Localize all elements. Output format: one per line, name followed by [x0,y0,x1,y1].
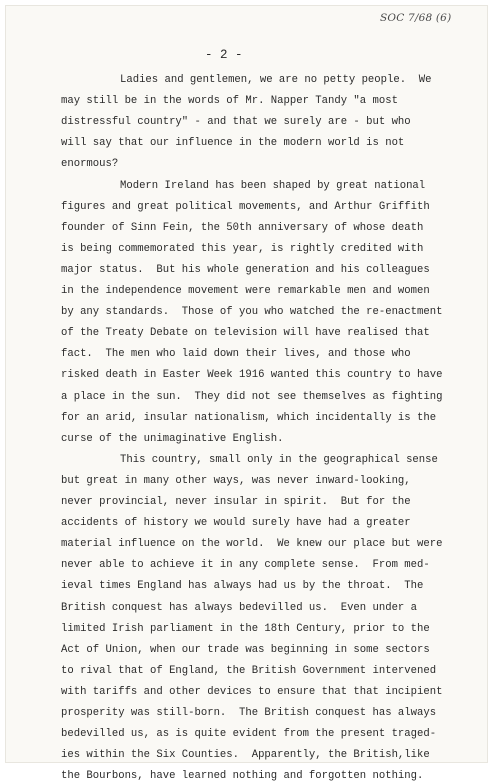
text-line: material influence on the world. We knew our place but were [61,538,443,551]
text-line: This country, small only in the geographical sense [120,453,438,466]
text-line: may still be in the words of Mr. Napper Tandy "a most [61,95,398,108]
archive-reference: SOC 7/68 (6) [380,12,452,24]
text-line: but great in many other ways, was never inward-looking, [61,474,411,487]
text-line: Ladies and gentlemen, we are no petty people. We [120,74,432,86]
text-line: Act of Union, when our trade was beginning in some sectors [61,643,430,656]
text-line: distressful country" - and that we surely are - but who [61,116,411,129]
text-line: fact. The men who laid down their lives, and those who [61,348,411,361]
text-line: limited Irish parliament in the 18th Century, prior to the [61,622,430,635]
text-line: by any standards. Those of you who watched the re-enactment [61,306,443,319]
text-line: curse of the unimaginative English. [61,432,284,445]
text-line: accidents of history we would surely have had a greater [61,517,411,530]
page-number: - 2 - [205,48,243,62]
text-line: a place in the sun. They did not see themselves as fighting [61,390,443,403]
text-line: enormous? [61,158,119,171]
text-line: prosperity was still-born. The British conquest has always [61,707,437,719]
text-line: bedevilled us, as is quite evident from the present traged- [61,728,437,741]
text-line: never able to achieve it in any complete sense. From med- [61,559,430,572]
text-line: founder of Sinn Fein, the 50th anniversary of whose death [61,221,424,234]
text-line: British conquest has always bedevilled us. Even under a [61,601,418,614]
text-line: with tariffs and other devices to ensure that that incipient [61,685,443,698]
text-line: never provincial, never insular in spirit. But for the [61,496,411,508]
text-line: to rival that of England, the British Government intervened [61,664,437,677]
text-line: risked death in Easter Week 1916 wanted this country to have [61,369,443,382]
text-line: of the Treaty Debate on television will have realised that [61,327,430,340]
text-line: is being commemorated this year, is rightly credited with [61,242,424,255]
text-line: ieval times England has always had us by the throat. The [61,580,424,593]
typed-page [6,6,487,783]
text-line: figures and great political movements, and Arthur Griffith [61,200,430,213]
text-line: ies within the Six Counties. Apparently, the British,like [61,749,430,762]
text-line: Modern Ireland has been shaped by great national [120,179,426,192]
text-line: the Bourbons, have learned nothing and forgotten nothing. [61,770,424,783]
text-line: for an arid, insular nationalism, which incidentally is the [61,411,437,424]
text-line: major status. But his whole generation and his colleagues [61,263,430,276]
text-line: in the independence movement were remarkable men and women [61,285,430,297]
text-line: will say that our influence in the modern world is not [61,137,405,150]
